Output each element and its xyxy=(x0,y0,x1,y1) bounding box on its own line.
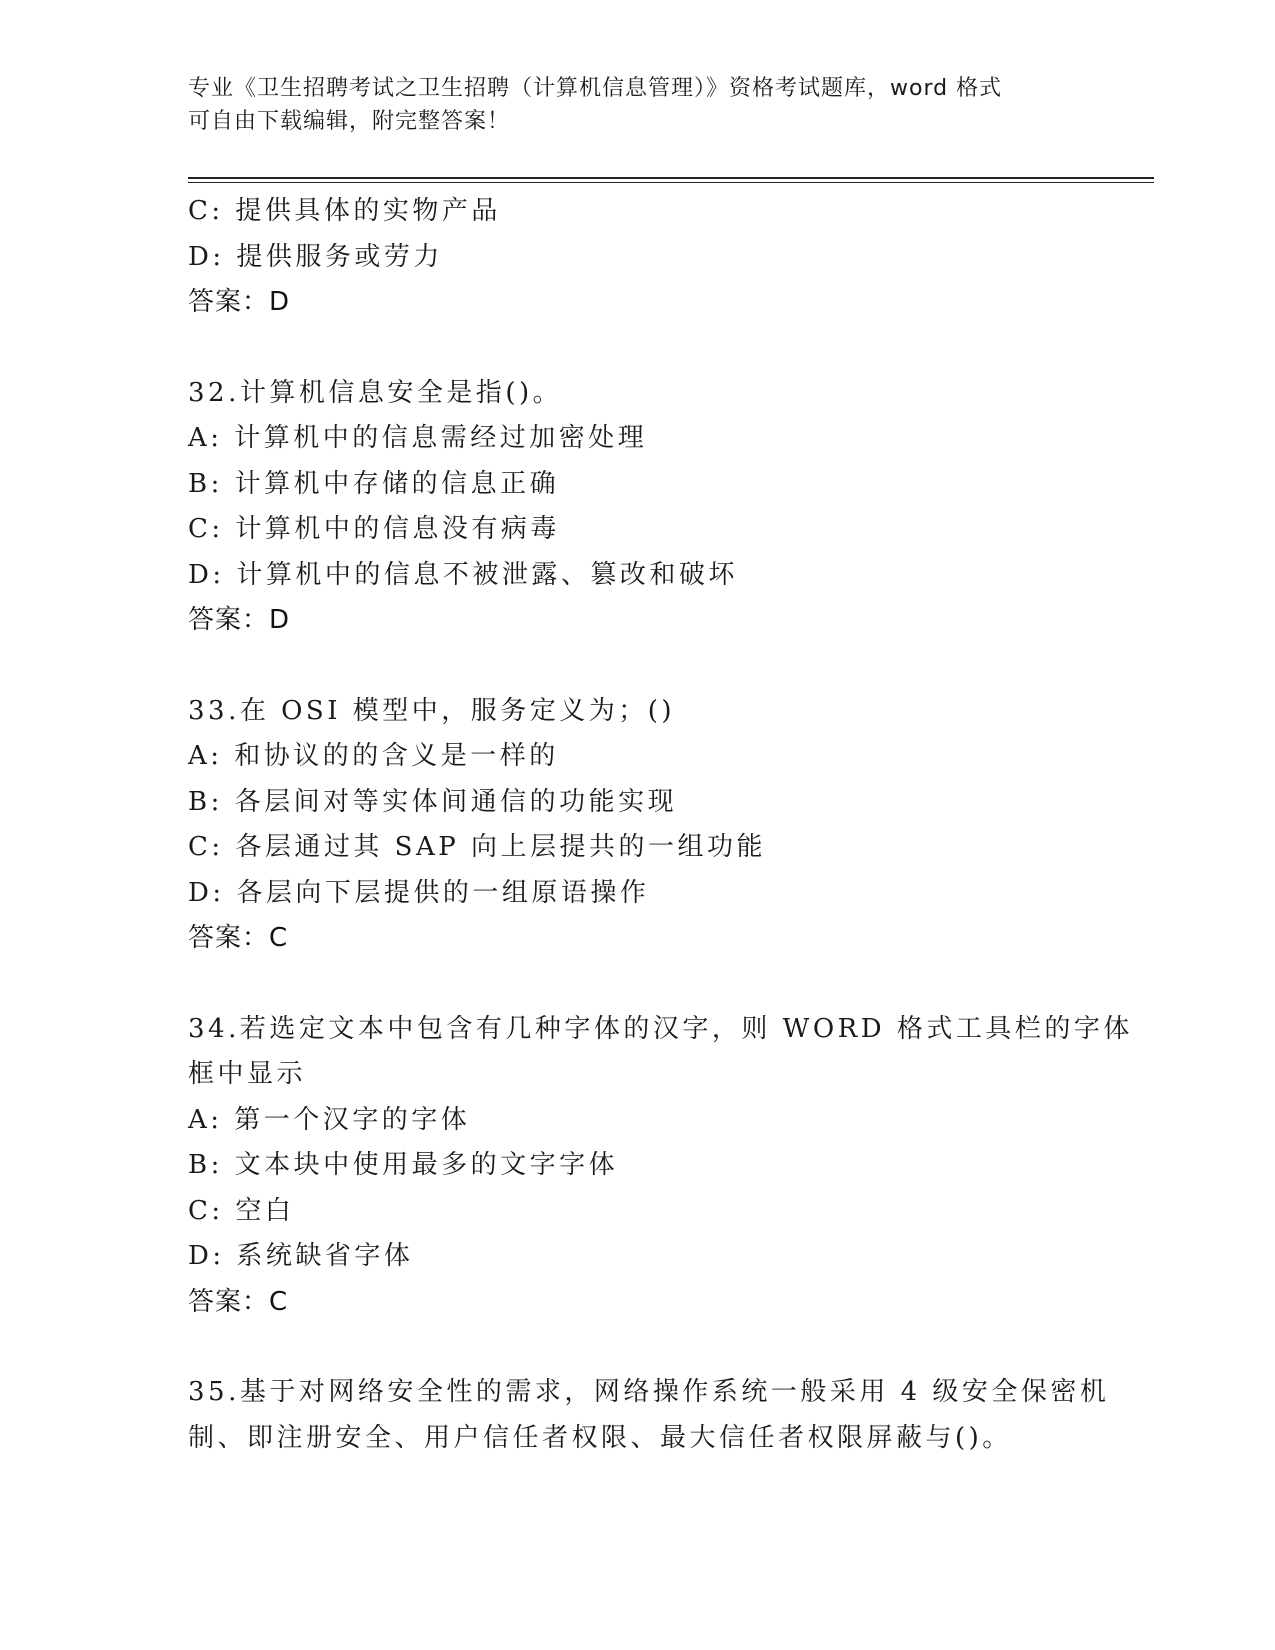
q32-option-b: B: 计算机中存储的信息正确 xyxy=(188,468,560,499)
q33-option-d: D: 各层向下层提供的一组原语操作 xyxy=(188,877,650,908)
spacer xyxy=(188,644,1088,689)
header-title-line-1: 专业《卫生招聘考试之卫生招聘（计算机信息管理）》资格考试题库，word 格式 xyxy=(188,76,1003,101)
header-title-line-2: 可自由下载编辑，附完整答案！ xyxy=(188,109,511,134)
spacer xyxy=(188,326,1088,371)
header-divider-thick xyxy=(188,177,1154,179)
q32-option-d: D: 计算机中的信息不被泄露、篡改和破坏 xyxy=(188,559,738,590)
page-header xyxy=(188,72,1088,138)
q33-option-a: A: 和协议的的含义是一样的 xyxy=(188,741,559,771)
spacer xyxy=(188,962,1088,1007)
q32-question: 32.计算机信息安全是指()。 xyxy=(188,377,563,408)
q33-option-b: B: 各层间对等实体间通信的功能实现 xyxy=(188,786,678,817)
spacer xyxy=(188,1325,1088,1370)
q33-question: 33.在 OSI 模型中，服务定义为；() xyxy=(188,695,676,726)
q34-option-d: D: 系统缺省字体 xyxy=(188,1241,414,1271)
header-divider-thin xyxy=(188,182,1154,183)
q31-option-d: D: 提供服务或劳力 xyxy=(188,241,443,272)
q31-option-c: C: 提供具体的实物产品 xyxy=(188,196,501,226)
q34-option-c: C: 空白 xyxy=(188,1195,295,1226)
q33-answer: 答案：C xyxy=(188,923,289,953)
q31-answer: 答案：D xyxy=(188,287,291,317)
q34-option-b: B: 文本块中使用最多的文字字体 xyxy=(188,1150,619,1180)
q34-answer: 答案：C xyxy=(188,1286,289,1317)
q33-option-c: C: 各层通过其 SAP 向上层提共的一组功能 xyxy=(188,832,767,862)
q35-question-line-1: 35.基于对网络安全性的需求，网络操作系统一般采用 4 级安全保密机 xyxy=(188,1377,1110,1407)
q34-question-line-2: 框中显示 xyxy=(188,1059,307,1089)
q32-option-a: A: 计算机中的信息需经过加密处理 xyxy=(188,423,648,453)
question-list xyxy=(188,189,1133,1461)
q35-question-line-2: 制、即注册安全、用户信任者权限、最大信任者权限屏蔽与()。 xyxy=(188,1422,1012,1453)
q34-option-a: A: 第一个汉字的字体 xyxy=(188,1104,471,1135)
q34-question-line-1: 34.若选定文本中包含有几种字体的汉字，则 WORD 格式工具栏的字体 xyxy=(188,1013,1133,1044)
q32-option-c: C: 计算机中的信息没有病毒 xyxy=(188,514,560,544)
q32-answer: 答案：D xyxy=(188,605,291,635)
